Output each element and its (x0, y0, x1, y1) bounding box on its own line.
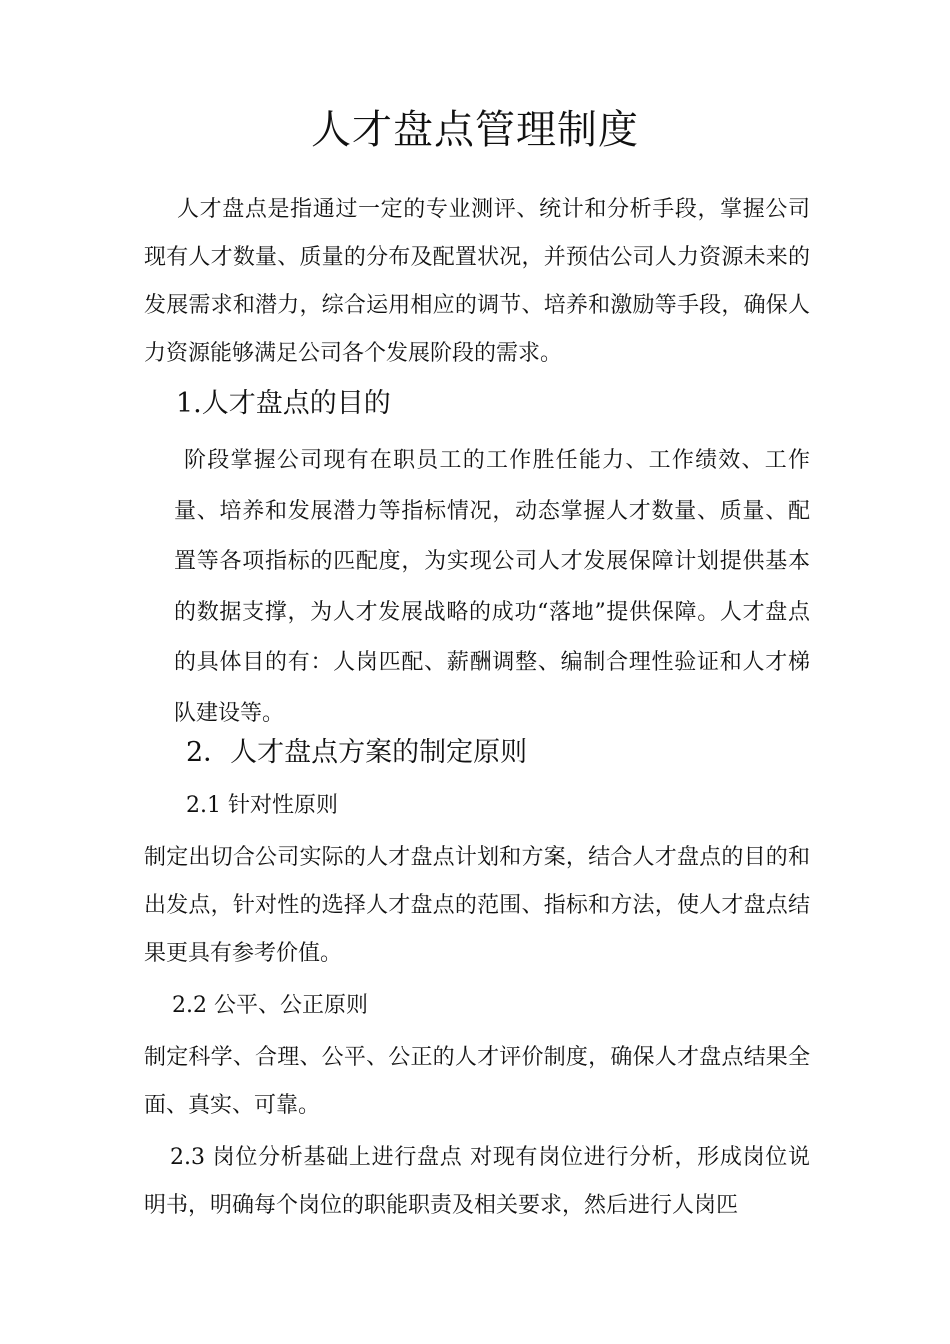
subsection-2-1-heading: 2.1 针对性原则 (186, 793, 338, 818)
subsection-2-2-heading: 2.2 公平、公正原则 (172, 993, 368, 1018)
subsection-2-2-paragraph: 制定科学、合理、公平、公正的人才评价制度，确保人才盘点结果全面、真实、可靠。 (144, 1045, 810, 1118)
section-1-paragraph: 阶段掌握公司现有在职员工的工作胜任能力、工作绩效、工作量、培养和发展潜力等指标情况，动态掌握人才数量、质量、配置等各项指标的匹配度，为实现公司人才发展保障计划提供基本的数据支撑，为人才发展战略的成功“落地”提供保障。人才盘点的具体目的有：人岗匹配、薪酬调整、编制合理性验证和人才梯队建设等。 (174, 448, 810, 726)
section-2-heading: 2．人才盘点方案的制定原则 (186, 737, 528, 768)
subsection-2-1-paragraph: 制定出切合公司实际的人才盘点计划和方案，结合人才盘点的目的和出发点，针对性的选择人才盘点的范围、指标和方法，使人才盘点结果更具有参考价值。 (144, 845, 810, 966)
intro-paragraph: 人才盘点是指通过一定的专业测评、统计和分析手段，掌握公司现有人才数量、质量的分布及配置状况，并预估公司人力资源未来的发展需求和潜力，综合运用相应的调节、培养和激励等手段，确保人力资源能够满足公司各个发展阶段的需求。 (144, 197, 810, 366)
document-title: 人才盘点管理制度 (311, 107, 639, 153)
section-1-heading: 1.人才盘点的目的 (176, 388, 391, 419)
subsection-2-3-paragraph: 2.3 岗位分析基础上进行盘点 对现有岗位进行分析，形成岗位说明书，明确每个岗位的职能职责及相关要求，然后进行人岗匹 (144, 1145, 810, 1218)
